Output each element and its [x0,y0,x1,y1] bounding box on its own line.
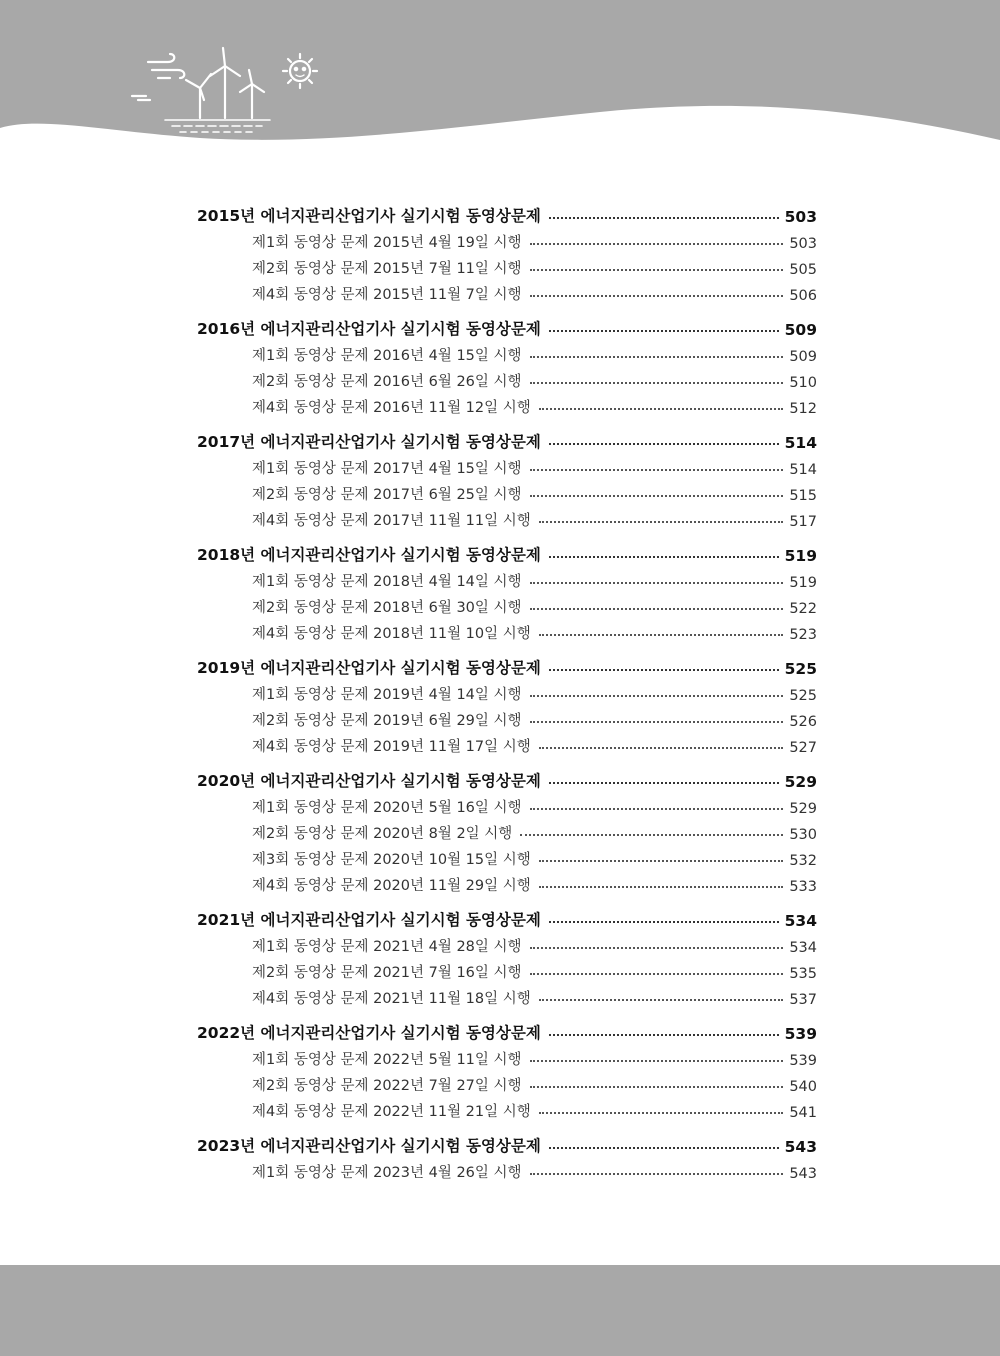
page-number: 535 [789,966,817,982]
toc-entry[interactable] [197,817,817,843]
dot-leader [530,382,784,384]
dot-leader [539,999,784,1001]
toc-section-heading[interactable] [197,652,817,678]
toc-entry[interactable] [197,982,817,1008]
toc-section-heading[interactable] [197,313,817,339]
toc-entry[interactable] [197,478,817,504]
entry-label: 제4회 동영상 문제 2020년 11월 29일 시행 [252,878,531,894]
entry-label: 제1회 동영상 문제 2019년 4월 14일 시행 [252,687,522,703]
entry-label: 제2회 동영상 문제 2017년 6월 25일 시행 [252,487,522,503]
entry-label: 제2회 동영상 문제 2015년 7월 11일 시행 [252,261,522,277]
toc-entry[interactable] [197,252,817,278]
page-number: 523 [789,627,817,643]
dot-leader [530,808,784,810]
page-number: 510 [789,375,817,391]
dot-leader [530,608,784,610]
dot-leader [530,695,784,697]
toc-entry[interactable] [197,278,817,304]
dot-leader [530,243,784,245]
entry-label: 제1회 동영상 문제 2022년 5월 11일 시행 [252,1052,522,1068]
page-number: 539 [784,1025,817,1043]
page-number: 534 [784,912,817,930]
entry-label: 제1회 동영상 문제 2020년 5월 16일 시행 [252,800,522,816]
dot-leader [530,295,784,297]
footer-band [0,1265,1000,1356]
entry-label: 제1회 동영상 문제 2023년 4월 26일 시행 [252,1165,522,1181]
page-number: 525 [784,660,817,678]
entry-label: 제1회 동영상 문제 2015년 4월 19일 시행 [252,235,522,251]
dot-leader [539,860,784,862]
dot-leader [539,747,784,749]
page-number: 537 [789,992,817,1008]
section-title: 2017년 에너지관리산업기사 실기시험 동영상문제 [197,433,541,451]
toc-entry[interactable] [197,339,817,365]
page-number: 543 [789,1166,817,1182]
page-number: 506 [789,288,817,304]
toc-entry[interactable] [197,504,817,530]
section-title: 2020년 에너지관리산업기사 실기시험 동영상문제 [197,772,541,790]
page-number: 514 [784,434,817,452]
dot-leader [539,886,784,888]
dot-leader [549,921,779,923]
dot-leader [549,556,779,558]
page-number: 525 [789,688,817,704]
dot-leader [549,669,779,671]
dot-leader [549,217,779,219]
page-number: 527 [789,740,817,756]
page-number: 543 [784,1138,817,1156]
toc-entry[interactable] [197,591,817,617]
dot-leader [549,443,779,445]
toc-entry[interactable] [197,843,817,869]
toc-section-2020 [197,765,817,895]
toc-entry[interactable] [197,930,817,956]
toc-section-2016 [197,313,817,417]
page-number: 529 [789,801,817,817]
page-number: 529 [784,773,817,791]
table-of-contents [197,200,817,1191]
page-number: 503 [789,236,817,252]
page-number: 505 [789,262,817,278]
entry-label: 제4회 동영상 문제 2019년 11월 17일 시행 [252,739,531,755]
page-number: 526 [789,714,817,730]
dot-leader [530,356,784,358]
toc-entry[interactable] [197,730,817,756]
toc-entry[interactable] [197,617,817,643]
toc-section-heading[interactable] [197,1130,817,1156]
toc-section-2023 [197,1130,817,1182]
entry-label: 제2회 동영상 문제 2020년 8월 2일 시행 [252,826,513,842]
dot-leader [530,947,784,949]
toc-entry[interactable] [197,391,817,417]
toc-entry[interactable] [197,956,817,982]
dot-leader [549,1034,779,1036]
dot-leader [530,269,784,271]
page-number: 512 [789,401,817,417]
dot-leader [549,1147,779,1149]
section-title: 2018년 에너지관리산업기사 실기시험 동영상문제 [197,546,541,564]
entry-label: 제2회 동영상 문제 2022년 7월 27일 시행 [252,1078,522,1094]
page-number: 539 [789,1053,817,1069]
toc-entry[interactable] [197,1095,817,1121]
page-number: 541 [789,1105,817,1121]
dot-leader [549,330,779,332]
section-title: 2019년 에너지관리산업기사 실기시험 동영상문제 [197,659,541,677]
page-number: 519 [789,575,817,591]
entry-label: 제4회 동영상 문제 2018년 11월 10일 시행 [252,626,531,642]
toc-entry[interactable] [197,226,817,252]
section-title: 2015년 에너지관리산업기사 실기시험 동영상문제 [197,207,541,225]
toc-section-2018 [197,539,817,643]
toc-section-2022 [197,1017,817,1121]
page-number: 509 [789,349,817,365]
toc-section-2017 [197,426,817,530]
dot-leader [539,634,784,636]
page-number: 530 [789,827,817,843]
section-title: 2016년 에너지관리산업기사 실기시험 동영상문제 [197,320,541,338]
section-title: 2022년 에너지관리산업기사 실기시험 동영상문제 [197,1024,541,1042]
entry-label: 제3회 동영상 문제 2020년 10월 15일 시행 [252,852,531,868]
page-number: 503 [784,208,817,226]
dot-leader [530,495,784,497]
dot-leader [549,782,779,784]
dot-leader [530,973,784,975]
toc-section-heading[interactable] [197,426,817,452]
dot-leader [530,1086,784,1088]
dot-leader [530,469,784,471]
dot-leader [520,834,783,836]
toc-entry[interactable] [197,365,817,391]
toc-section-heading[interactable] [197,904,817,930]
dot-leader [539,521,784,523]
page-number: 519 [784,547,817,565]
toc-entry[interactable] [197,869,817,895]
entry-label: 제2회 동영상 문제 2018년 6월 30일 시행 [252,600,522,616]
toc-section-heading[interactable] [197,765,817,791]
entry-label: 제1회 동영상 문제 2018년 4월 14일 시행 [252,574,522,590]
entry-label: 제4회 동영상 문제 2022년 11월 21일 시행 [252,1104,531,1120]
toc-entry[interactable] [197,704,817,730]
toc-section-heading[interactable] [197,539,817,565]
entry-label: 제4회 동영상 문제 2016년 11월 12일 시행 [252,400,531,416]
toc-entry[interactable] [197,565,817,591]
entry-label: 제1회 동영상 문제 2017년 4월 15일 시행 [252,461,522,477]
dot-leader [530,1060,784,1062]
dot-leader [530,721,784,723]
toc-section-2021 [197,904,817,1008]
toc-entry[interactable] [197,791,817,817]
dot-leader [530,582,784,584]
entry-label: 제2회 동영상 문제 2016년 6월 26일 시행 [252,374,522,390]
toc-section-2019 [197,652,817,756]
toc-entry[interactable] [197,1069,817,1095]
dot-leader [530,1173,784,1175]
header-band [0,0,1000,160]
entry-label: 제4회 동영상 문제 2015년 11월 7일 시행 [252,287,522,303]
page-number: 509 [784,321,817,339]
toc-section-heading[interactable] [197,1017,817,1043]
toc-entry[interactable] [197,1043,817,1069]
toc-section-heading[interactable] [197,200,817,226]
dot-leader [539,1112,784,1114]
entry-label: 제2회 동영상 문제 2019년 6월 29일 시행 [252,713,522,729]
section-title: 2021년 에너지관리산업기사 실기시험 동영상문제 [197,911,541,929]
page-number: 514 [789,462,817,478]
page-number: 522 [789,601,817,617]
toc-entry[interactable] [197,1156,817,1182]
page-number: 540 [789,1079,817,1095]
page-number: 515 [789,488,817,504]
dot-leader [539,408,784,410]
page-number: 534 [789,940,817,956]
entry-label: 제1회 동영상 문제 2021년 4월 28일 시행 [252,939,522,955]
entry-label: 제4회 동영상 문제 2017년 11월 11일 시행 [252,513,531,529]
page-number: 517 [789,514,817,530]
page-number: 532 [789,853,817,869]
toc-section-2015 [197,200,817,304]
page-number: 533 [789,879,817,895]
entry-label: 제4회 동영상 문제 2021년 11월 18일 시행 [252,991,531,1007]
toc-entry[interactable] [197,452,817,478]
section-title: 2023년 에너지관리산업기사 실기시험 동영상문제 [197,1137,541,1155]
toc-entry[interactable] [197,678,817,704]
entry-label: 제1회 동영상 문제 2016년 4월 15일 시행 [252,348,522,364]
entry-label: 제2회 동영상 문제 2021년 7월 16일 시행 [252,965,522,981]
